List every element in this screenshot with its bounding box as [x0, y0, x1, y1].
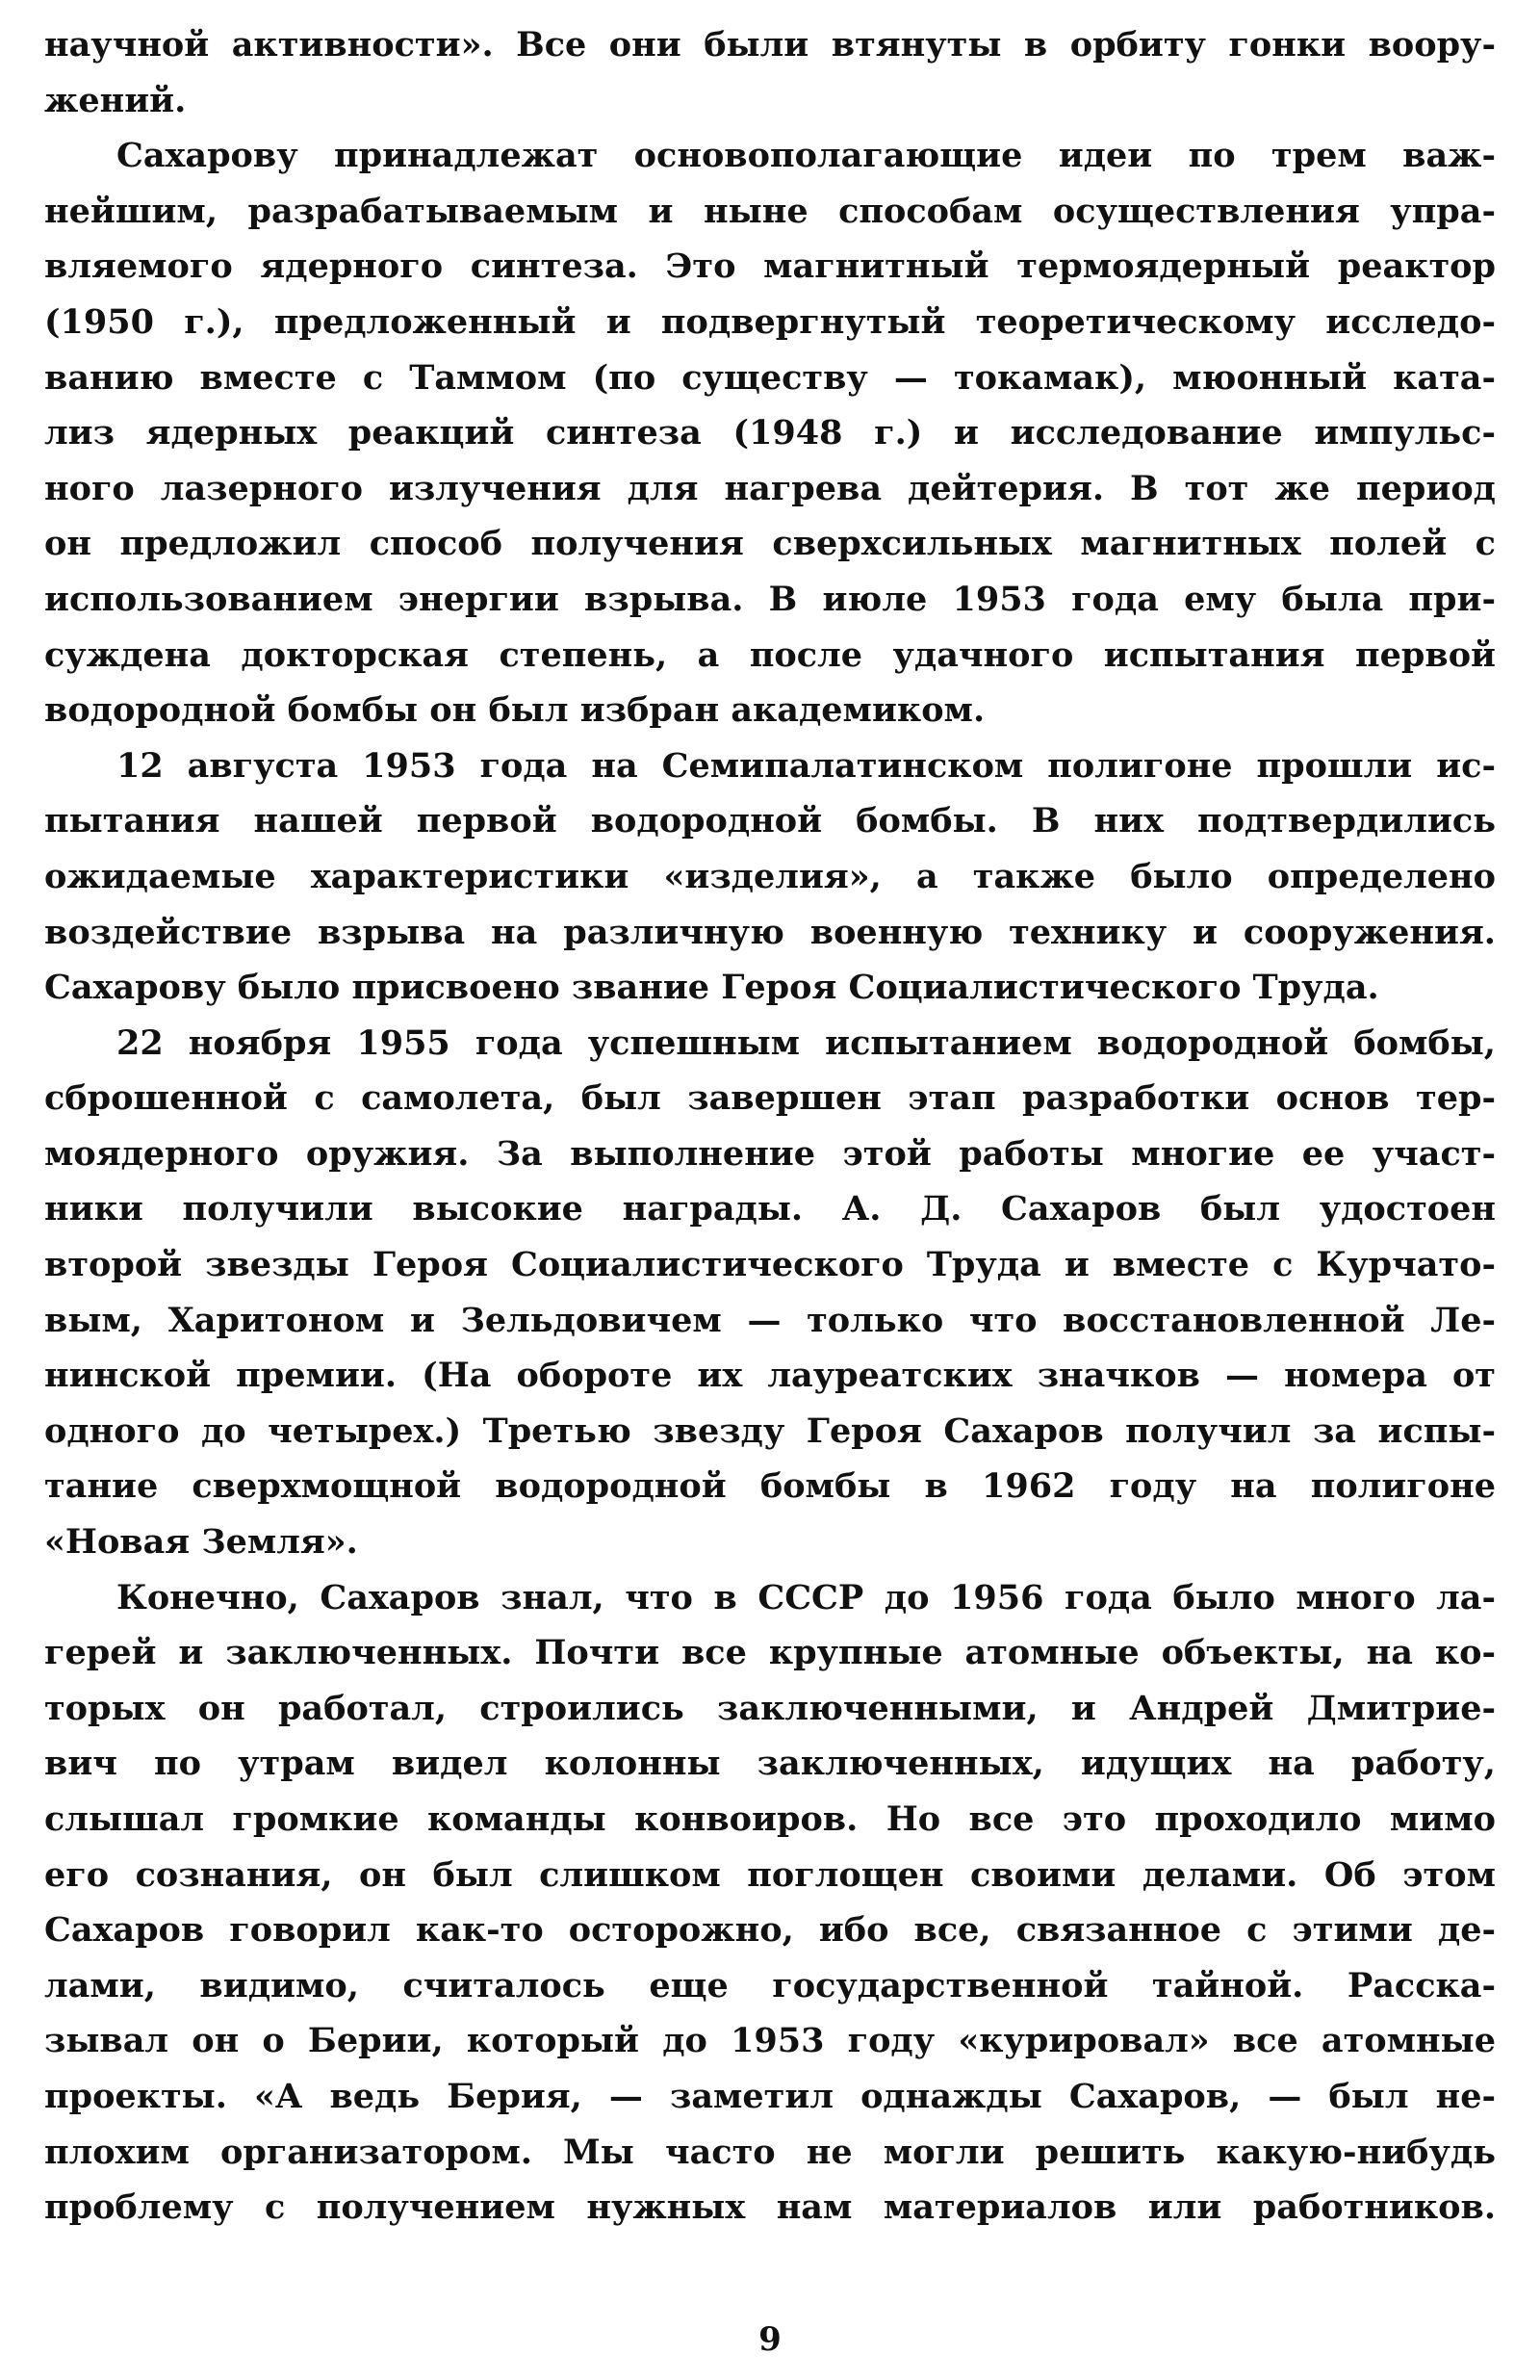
- text-line: ного лазерного излучения для нагрева дейтерия. В тот же период: [44, 468, 1496, 508]
- text-line: вич по утрам видел колонны заключенных, идущих на работу,: [44, 1744, 1496, 1784]
- text-line: нинской премии. (На обороте их лауреатских значков — номера от: [44, 1356, 1496, 1396]
- text-line: нейшим, разрабатываемым и ныне способам осуществления упра-: [44, 191, 1496, 231]
- text-line: моядерного оружия. За выполнение этой работы многие ее участ-: [44, 1133, 1496, 1174]
- text-line: одного до четырех.) Третью звезду Героя Сахаров получил за испы-: [44, 1410, 1496, 1451]
- text-line: «Новая Земля».: [44, 1522, 358, 1563]
- page-number: 9: [758, 2320, 782, 2359]
- text-line: второй звезды Героя Социалистического Труда и вместе с Курчато-: [44, 1245, 1496, 1285]
- text-line: он предложил способ получения сверхсильных магнитных полей с: [44, 524, 1496, 564]
- text-line: ванию вместе с Таммом (по существу — токамак), мюонный ката-: [44, 357, 1496, 398]
- text-line: плохим организатором. Мы часто не могли решить какую-нибудь: [44, 2132, 1496, 2172]
- text-line: вым, Харитоном и Зельдовичем — только что восстановленной Ле-: [44, 1300, 1496, 1340]
- text-line: герей и заключенных. Почти все крупные атомные объекты, на ко-: [44, 1633, 1496, 1673]
- text-line: воздействие взрыва на различную военную технику и сооружения.: [44, 912, 1496, 952]
- text-line: научной активности». Все они были втянуты в орбиту гонки воору-: [44, 25, 1496, 65]
- text-line: (1950 г.), предложенный и подвергнутый теоретическому исследо-: [44, 301, 1496, 342]
- text-line: вляемого ядерного синтеза. Это магнитный термоядерный реактор: [44, 246, 1496, 287]
- text-line: зывал он о Берии, который до 1953 году «курировал» все атомные: [44, 2021, 1496, 2061]
- text-line: суждена докторская степень, а после удачного испытания первой: [44, 634, 1496, 675]
- text-line: тание сверхмощной водородной бомбы в 1962 году на полигоне: [44, 1466, 1496, 1507]
- text-line: 12 августа 1953 года на Семипалатинском полигоне прошли ис-: [116, 745, 1496, 786]
- text-line: лами, видимо, считалось еще государственной тайной. Расска-: [44, 1965, 1496, 2005]
- text-line: проблему с получением нужных нам материалов или работников.: [44, 2187, 1496, 2228]
- text-line: водородной бомбы он был избран академиком.: [44, 690, 986, 731]
- text-line: ники получили высокие награды. А. Д. Сахаров был удостоен: [44, 1189, 1496, 1229]
- text-line: Конечно, Сахаров знал, что в СССР до 1956 года было много ла-: [116, 1577, 1496, 1617]
- text-line: торых он работал, строились заключенными, и Андрей Дмитрие-: [44, 1688, 1496, 1728]
- text-line: его сознания, он был слишком поглощен своими делами. Об этом: [44, 1854, 1496, 1895]
- text-line: лиз ядерных реакций синтеза (1948 г.) и исследование импульс-: [44, 413, 1496, 453]
- text-line: пытания нашей первой водородной бомбы. В них подтвердились: [44, 801, 1496, 841]
- text-line: Сахарову было присвоено звание Героя Социалистического Труда.: [44, 968, 1379, 1008]
- text-line: Сахаров говорил как-то осторожно, ибо все, связанное с этими де-: [44, 1910, 1496, 1951]
- text-line: проекты. «А ведь Берия, — заметил однажды Сахаров, — был не-: [44, 2076, 1496, 2116]
- text-line: слышал громкие команды конвоиров. Но все это проходило мимо: [44, 1799, 1496, 1839]
- text-line: 22 ноября 1955 года успешным испытанием водородной бомбы,: [116, 1022, 1496, 1063]
- text-line: использованием энергии взрыва. В июле 1953 года ему была при-: [44, 579, 1496, 619]
- text-line: ожидаемые характеристики «изделия», а также было определено: [44, 856, 1496, 896]
- document-body: [44, 17, 1496, 2236]
- text-line: сброшенной с самолета, был завершен этап разработки основ тер-: [44, 1078, 1496, 1119]
- text-line: жений.: [44, 80, 187, 120]
- text-line: Сахарову принадлежат основополагающие идеи по трем важ-: [116, 136, 1496, 176]
